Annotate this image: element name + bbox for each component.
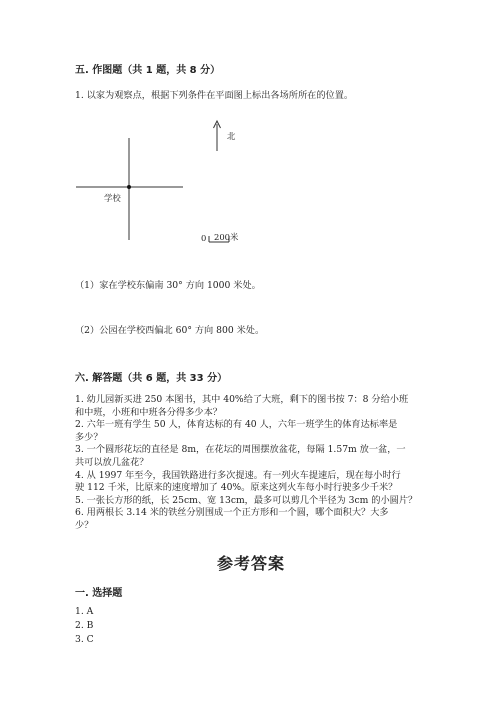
section-heading: 五. 作图题（共 1 题，共 8 分） bbox=[75, 65, 221, 76]
scale-zero-label: 0 bbox=[201, 233, 207, 243]
problem-line: 6. 用两根长 3.14 米的铁丝分别围成一个正方形和一个圆，哪个面积大？大多 bbox=[75, 507, 389, 519]
section-heading: 六. 解答题（共 6 题，共 33 分） bbox=[75, 373, 228, 384]
question-text: 1. 以家为观察点，根据下列条件在平面图上标出各场所所在的位置。 bbox=[75, 90, 354, 101]
problem-line: 2. 六年一班有学生 50 人，体育达标的有 40 人，六年一班学生的体育达标率是 bbox=[75, 419, 398, 431]
problem-line: 少？ bbox=[75, 519, 94, 531]
section-heading: 一. 选择题 bbox=[75, 588, 123, 599]
problem-line: 和中班，小班和中班各分得多少本？ bbox=[75, 406, 222, 418]
answer-item: 1. A bbox=[75, 606, 94, 617]
problem-list bbox=[75, 394, 435, 533]
problem-line: 多少？ bbox=[75, 431, 103, 443]
problem-line: 共可以放几盆花？ bbox=[75, 456, 149, 468]
school-point bbox=[127, 185, 131, 189]
scale-distance-label: 200米 bbox=[214, 232, 239, 242]
answer-item: 3. C bbox=[75, 634, 94, 645]
north-label: 北 bbox=[227, 131, 236, 141]
problem-line: 3. 一个圆形花坛的直径是 8m，在花坛的周围摆放盆花，每隔 1.57m 放一盆，一 bbox=[75, 444, 406, 456]
answer-item: 2. B bbox=[75, 620, 94, 631]
problem-line: 4. 从 1997 年至今，我国铁路进行多次提速。有一列火车提速后，现在每小时行 bbox=[75, 469, 401, 481]
answers-title: 参考答案 bbox=[217, 554, 286, 573]
school-label: 学校 bbox=[104, 193, 121, 203]
condition-1: （1）家在学校东偏南 30° 方向 1000 米处。 bbox=[75, 280, 261, 291]
problem-line: 5. 一张长方形的纸，长 25cm、宽 13cm，最多可以剪几个半径为 3cm 的小圆片？ bbox=[75, 494, 418, 506]
coordinate-diagram bbox=[0, 0, 500, 260]
condition-2: （2）公园在学校西偏北 60° 方向 800 米处。 bbox=[75, 325, 265, 336]
problem-line: 1. 幼儿园新买进 250 本图书，其中 40%给了大班，剩下的图书按 7：8 分给小班 bbox=[75, 394, 409, 405]
problem-line: 驶 112 千米，比原来的速度增加了 40%。原来这列火车每小时行驶多少千米？ bbox=[75, 482, 398, 494]
north-arrow-icon bbox=[214, 121, 221, 151]
